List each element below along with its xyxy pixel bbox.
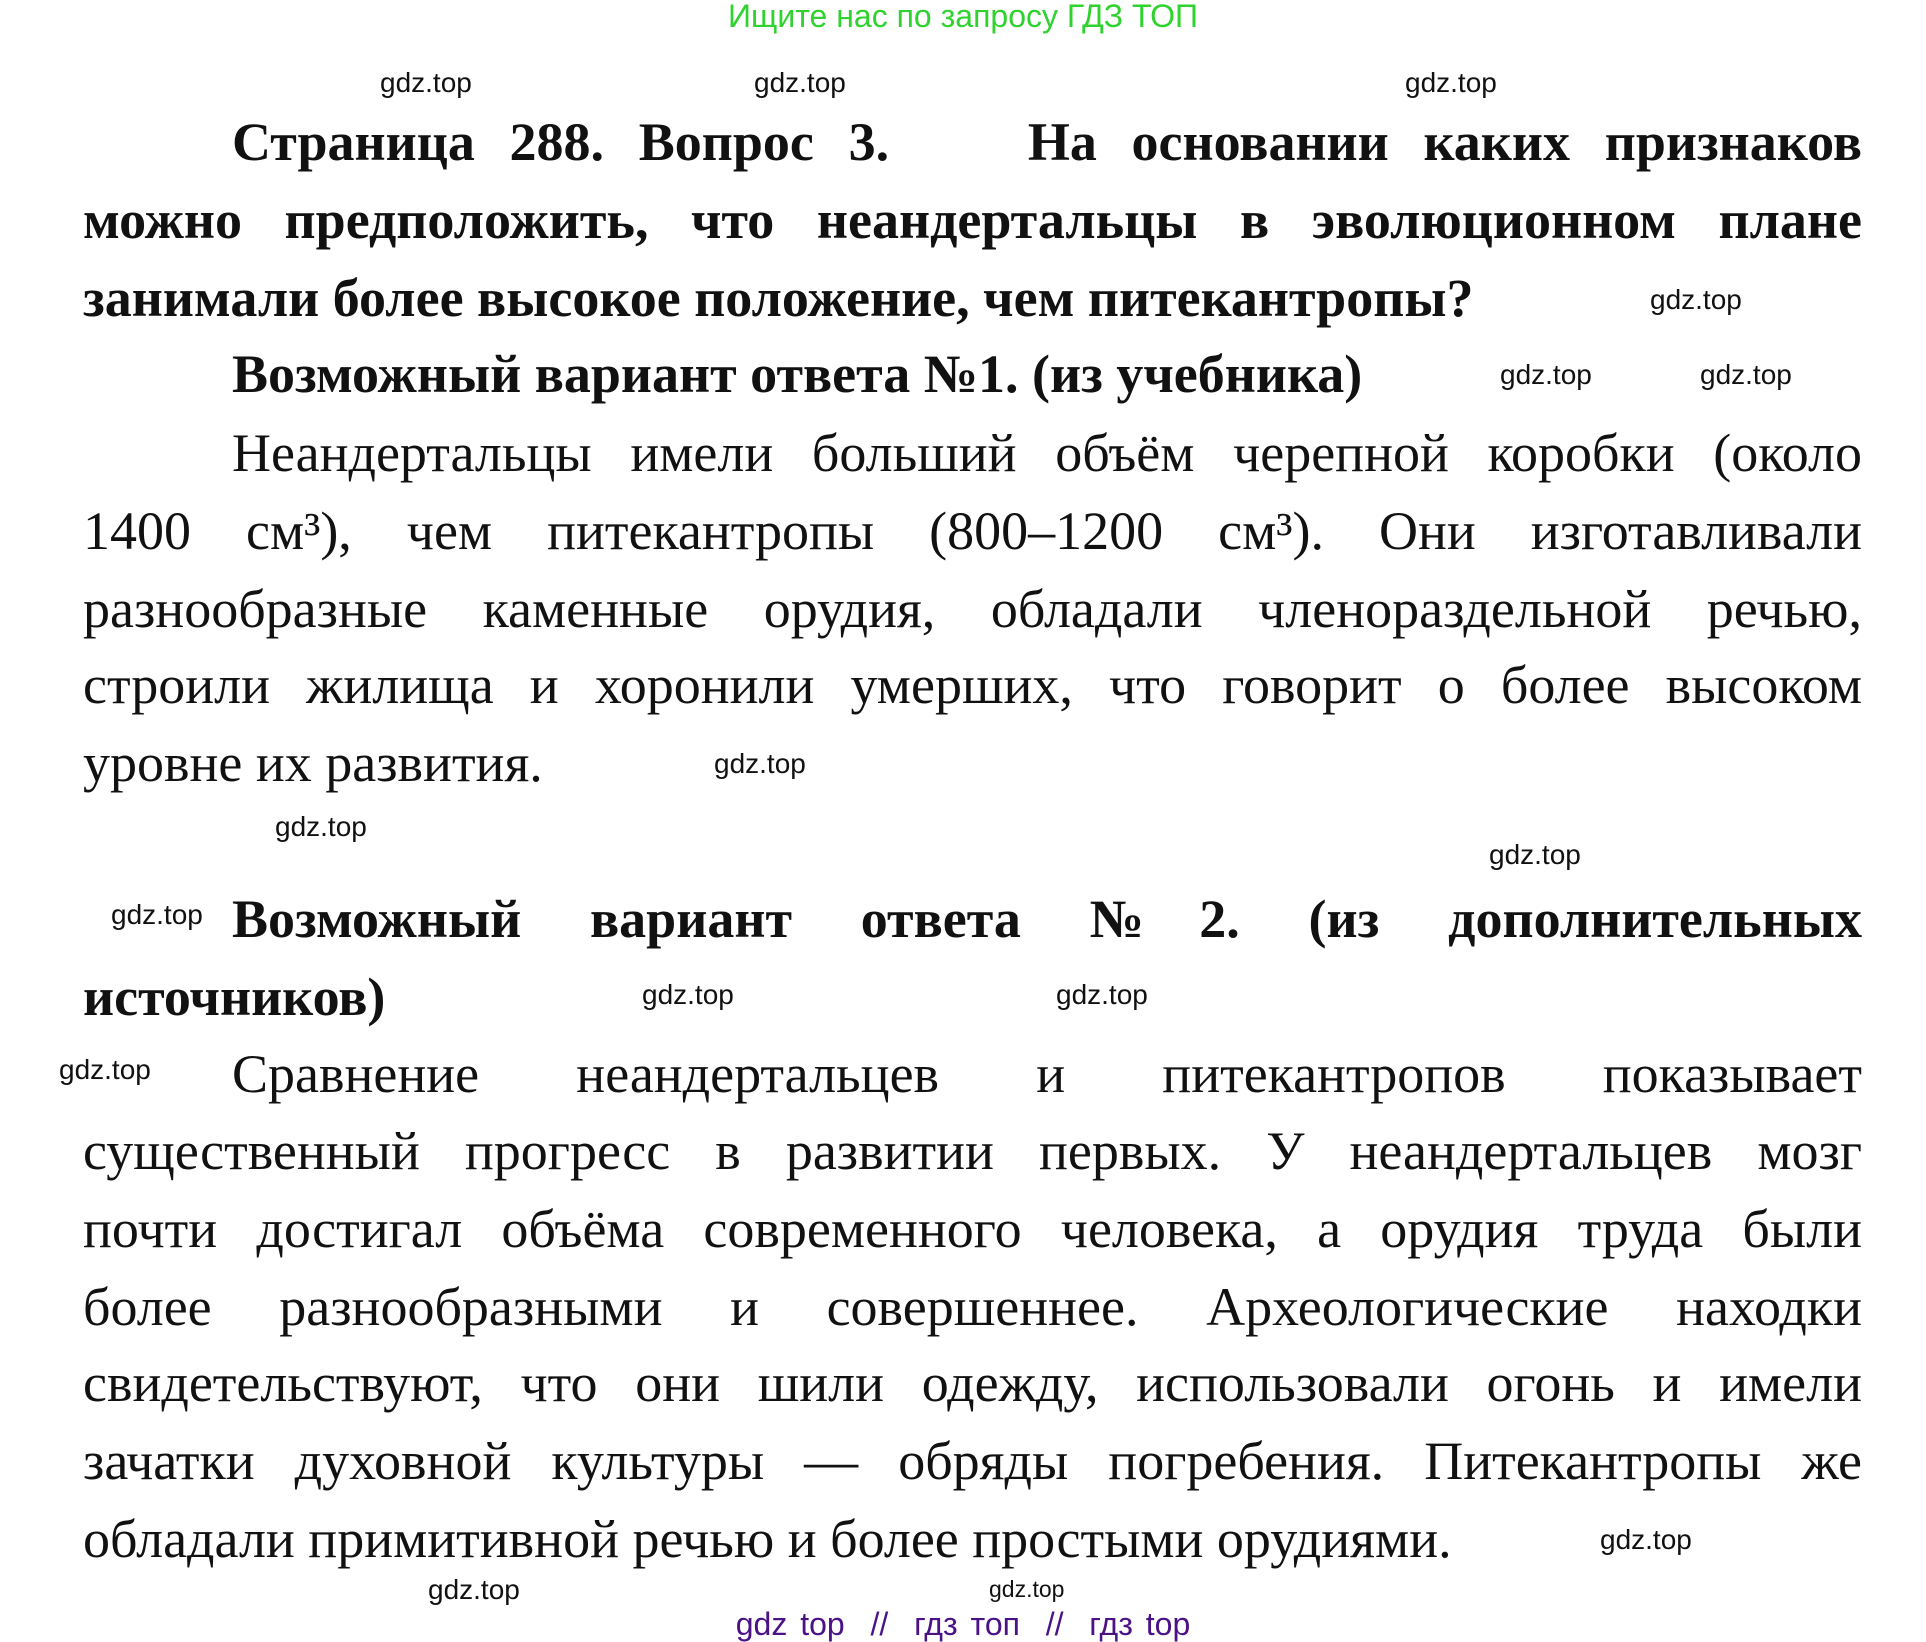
answer2-line-6: зачатки духовной культуры — обряды погребения. Питекантропы же <box>83 1431 1862 1491</box>
watermark: gdz.top <box>428 1574 520 1605</box>
watermark: gdz.top <box>754 67 846 98</box>
watermark: gdz.top <box>1500 359 1592 390</box>
watermark: gdz.top <box>1650 284 1742 315</box>
watermark: gdz.top <box>989 1576 1065 1602</box>
answer1-line-3: разнообразные каменные орудия, обладали членораздельной речью, <box>83 579 1862 639</box>
answer2-line-3: почти достигал объёма современного человека, а орудия труда были <box>83 1199 1862 1259</box>
watermark: gdz.top <box>111 899 203 930</box>
watermark: gdz.top <box>1489 839 1581 870</box>
watermark: gdz.top <box>1700 359 1792 390</box>
question-line-2: можно предположить, что неандертальцы в эволюционном плане <box>83 190 1862 250</box>
footer-links: gdz top // гдз топ // гдз top <box>735 1606 1191 1642</box>
answer2-line-4: более разнообразными и совершеннее. Археологические находки <box>83 1277 1862 1337</box>
watermark: gdz.top <box>59 1054 151 1085</box>
answer2-line-7: обладали примитивной речью и более простыми орудиями. <box>83 1509 1452 1569</box>
watermark: gdz.top <box>380 67 472 98</box>
watermark: gdz.top <box>642 979 734 1010</box>
answer1-line-1: Неандертальцы имели больший объём черепной коробки (около <box>232 423 1862 483</box>
watermark: gdz.top <box>1405 67 1497 98</box>
answer1-line-2: 1400 см³), чем питекантропы (800–1200 см³). Они изготавливали <box>83 501 1862 561</box>
answer1-line-5: уровне их развития. <box>83 733 543 793</box>
search-banner: Ищите нас по запросу ГДЗ ТОП <box>728 0 1198 34</box>
answer1-line-4: строили жилища и хоронили умерших, что говорит о более высоком <box>83 655 1862 715</box>
answer2-line-1: Сравнение неандертальцев и питекантропов показывает <box>232 1044 1862 1104</box>
answer2-heading-line-2: источников) <box>83 967 386 1027</box>
watermark: gdz.top <box>714 748 806 779</box>
answer2-line-5: свидетельствуют, что они шили одежду, использовали огонь и имели <box>83 1353 1862 1413</box>
watermark: gdz.top <box>1056 979 1148 1010</box>
watermark: gdz.top <box>275 811 367 842</box>
answer1-heading: Возможный вариант ответа №1. (из учебника) <box>232 344 1363 404</box>
answer2-line-2: существенный прогресс в развитии первых. У неандертальцев мозг <box>83 1121 1862 1181</box>
question-line-3: занимали более высокое положение, чем питекантропы? <box>83 268 1474 328</box>
question-line-1: Страница 288. Вопрос 3. На основании каких признаков <box>232 112 1862 172</box>
watermark: gdz.top <box>1600 1524 1692 1555</box>
answer2-heading-line-1: Возможный вариант ответа №2. (из дополнительных <box>232 889 1862 949</box>
